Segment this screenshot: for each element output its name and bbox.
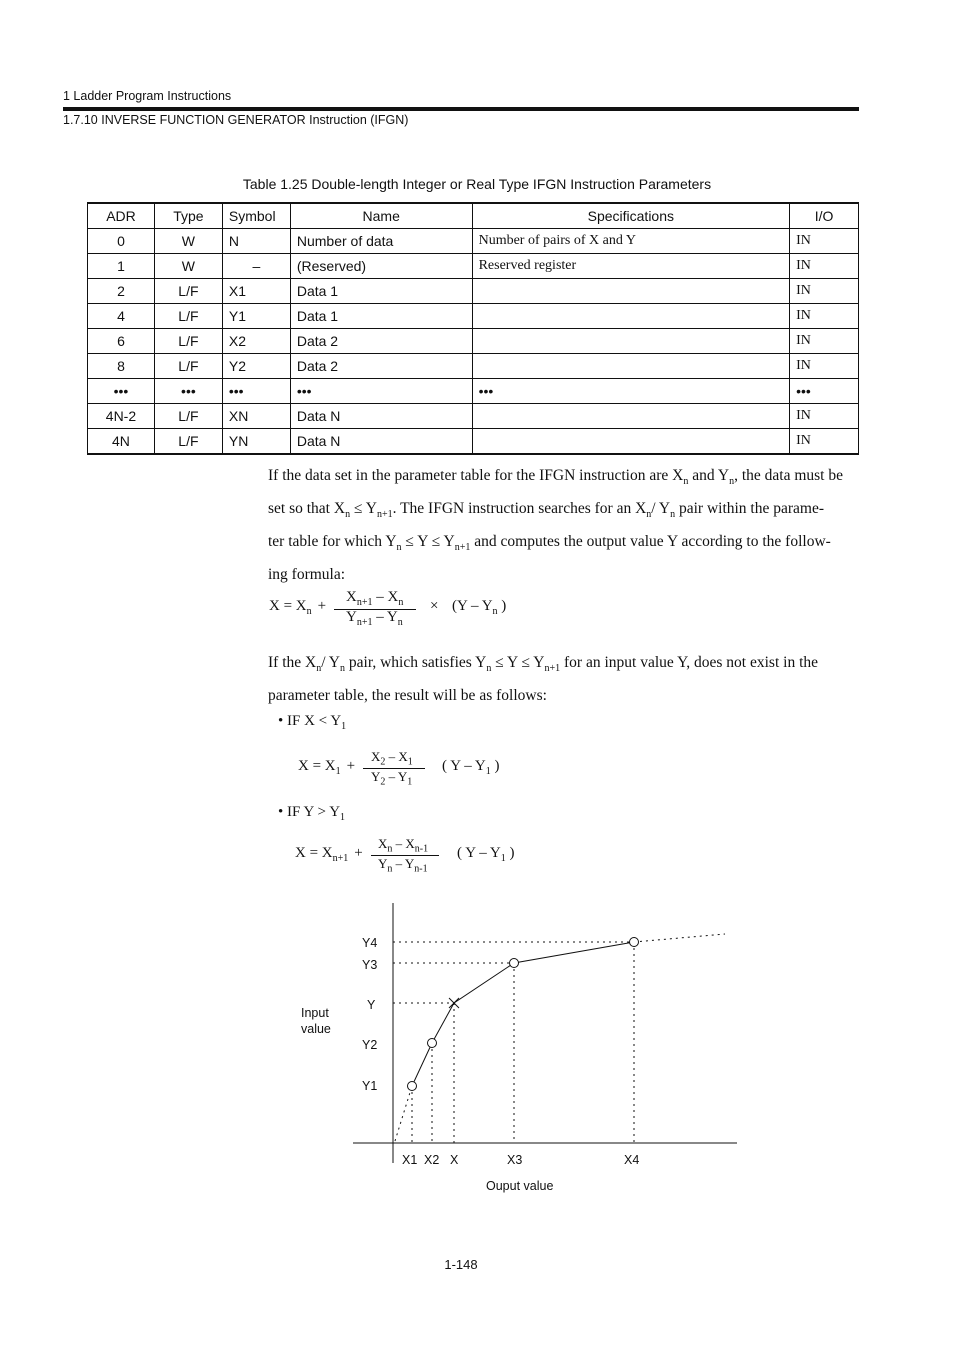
text-line: ter table for which $Y_n \le Y \le Y_{n+1}$ and computes the output value Y according to the follow- bbox=[268, 533, 831, 554]
formula-denominator: $Y_2 - Y_1$ bbox=[371, 769, 413, 788]
cell-type: L/F bbox=[154, 354, 222, 379]
y-tick-label: Y bbox=[367, 998, 376, 1012]
cell-io: IN bbox=[790, 429, 859, 455]
x-tick-label: X1 bbox=[402, 1153, 418, 1167]
y-tick-label: Y4 bbox=[362, 936, 378, 950]
y-tick-label: Y1 bbox=[362, 1079, 378, 1093]
cell-adr: 1 bbox=[88, 254, 155, 279]
cell-io: IN bbox=[790, 354, 859, 379]
cell-symbol: X2 bbox=[222, 329, 290, 354]
cell-type: L/F bbox=[154, 304, 222, 329]
cell-type: L/F bbox=[154, 429, 222, 455]
cell-adr: 8 bbox=[88, 354, 155, 379]
text-line: If the data set in the parameter table for the IFGN instruction are $X_n$ and $Y_n$, the data must be bbox=[268, 467, 843, 488]
y-axis-label: value bbox=[301, 1022, 331, 1036]
cell-type: L/F bbox=[154, 279, 222, 304]
cell-spec: Reserved register bbox=[472, 254, 789, 279]
formula-tail: ($Y - Y_n$ ) bbox=[452, 598, 507, 617]
cell-adr: ••• bbox=[88, 379, 155, 404]
cell-symbol: X1 bbox=[222, 279, 290, 304]
cell-name: Data N bbox=[290, 429, 472, 455]
cell-spec: Number of pairs of X and Y bbox=[472, 229, 789, 254]
data-point-3 bbox=[510, 959, 519, 968]
case-condition: • IF $Y > Y_1$ bbox=[278, 804, 346, 823]
text-line: If the $X_n/$ $Y_n$ pair, which satisfies $Y_n \le Y \le Y_{n+1}$ for an input value Y, does not exist in the bbox=[268, 654, 819, 675]
formula-numerator: $X_2 - X_1$ bbox=[371, 749, 413, 768]
cell-symbol: Y1 bbox=[222, 304, 290, 329]
column-header: Symbol bbox=[222, 203, 290, 229]
solution-point-marker bbox=[449, 998, 459, 1008]
chapter-title: 1 Ladder Program Instructions bbox=[63, 89, 232, 103]
cell-name: ••• bbox=[290, 379, 472, 404]
cell-name: Data 2 bbox=[290, 329, 472, 354]
cell-adr: 0 bbox=[88, 229, 155, 254]
formula-tail: ( Y – $Y_1$ ) bbox=[442, 758, 500, 777]
data-point-2 bbox=[428, 1039, 437, 1048]
formula-lhs: $X = X_{n+1}$ + bbox=[295, 845, 363, 864]
y-axis-label: Input bbox=[301, 1006, 329, 1020]
cell-name: Number of data bbox=[290, 229, 472, 254]
cell-type: W bbox=[154, 229, 222, 254]
cell-adr: 4N bbox=[88, 429, 155, 455]
cell-symbol: ••• bbox=[222, 379, 290, 404]
guide-lines bbox=[393, 934, 725, 1143]
cell-adr: 2 bbox=[88, 279, 155, 304]
text-line: parameter table, the result will be as follows: bbox=[268, 687, 547, 705]
cell-type: ••• bbox=[154, 379, 222, 404]
cell-type: L/F bbox=[154, 404, 222, 429]
times-sign: × bbox=[430, 598, 439, 614]
cell-type: L/F bbox=[154, 329, 222, 354]
cell-name: Data 2 bbox=[290, 354, 472, 379]
cell-symbol: Y2 bbox=[222, 354, 290, 379]
cell-symbol: – bbox=[222, 254, 290, 279]
cell-io: ••• bbox=[790, 379, 859, 404]
column-header: I/O bbox=[790, 203, 859, 229]
column-header: Specifications bbox=[472, 203, 789, 229]
formula-denominator: $Y_{n+1} - Y_n$ bbox=[346, 609, 403, 628]
cell-io: IN bbox=[790, 229, 859, 254]
cell-io: IN bbox=[790, 329, 859, 354]
x-tick-label: X bbox=[450, 1153, 459, 1167]
cell-adr: 4 bbox=[88, 304, 155, 329]
case-condition: • IF $X < Y_1$ bbox=[278, 713, 347, 732]
cell-io: IN bbox=[790, 404, 859, 429]
cell-io: IN bbox=[790, 279, 859, 304]
formula-denominator: $Y_n - Y_{n-1}$ bbox=[378, 856, 428, 875]
cell-spec: ••• bbox=[472, 379, 789, 404]
data-point-4 bbox=[630, 938, 639, 947]
formula-numerator: $X_{n+1} - X_n$ bbox=[346, 589, 404, 608]
cell-symbol: N bbox=[222, 229, 290, 254]
column-header: ADR bbox=[88, 203, 155, 229]
cell-adr: 4N-2 bbox=[88, 404, 155, 429]
formula-lhs: $X = X_1$ + bbox=[298, 758, 356, 777]
formula-tail: ( Y – $Y_1$ ) bbox=[457, 845, 515, 864]
cell-name: (Reserved) bbox=[290, 254, 472, 279]
text-line: ing formula: bbox=[268, 566, 346, 584]
y-tick-label: Y3 bbox=[362, 958, 378, 972]
x-axis-label: Ouput value bbox=[486, 1179, 554, 1193]
function-curve bbox=[412, 942, 634, 1086]
cell-symbol: XN bbox=[222, 404, 290, 429]
cell-name: Data 1 bbox=[290, 304, 472, 329]
section-title: 1.7.10 INVERSE FUNCTION GENERATOR Instruction (IFGN) bbox=[63, 113, 409, 127]
x-tick-label: X3 bbox=[507, 1153, 523, 1167]
cell-name: Data N bbox=[290, 404, 472, 429]
formula-lhs: $X = X_n$ + bbox=[269, 598, 327, 617]
page-number: 1-148 bbox=[444, 1257, 478, 1272]
cell-type: W bbox=[154, 254, 222, 279]
x-tick-label: X2 bbox=[424, 1153, 440, 1167]
cell-adr: 6 bbox=[88, 329, 155, 354]
formula-numerator: $X_n - X_{n-1}$ bbox=[378, 836, 429, 855]
x-tick-label: X4 bbox=[624, 1153, 640, 1167]
data-point-1 bbox=[408, 1082, 417, 1091]
cell-symbol: YN bbox=[222, 429, 290, 455]
cell-io: IN bbox=[790, 254, 859, 279]
cell-io: IN bbox=[790, 304, 859, 329]
column-header: Type bbox=[154, 203, 222, 229]
y-tick-label: Y2 bbox=[362, 1038, 378, 1052]
text-line: set so that $X_n \le Y_{n+1}$. The IFGN instruction searches for an $X_n/$ $Y_n$ pair within the parame- bbox=[268, 500, 825, 521]
table-caption: Table 1.25 Double-length Integer or Real Type IFGN Instruction Parameters bbox=[242, 176, 712, 192]
cell-name: Data 1 bbox=[290, 279, 472, 304]
column-header: Name bbox=[290, 203, 472, 229]
